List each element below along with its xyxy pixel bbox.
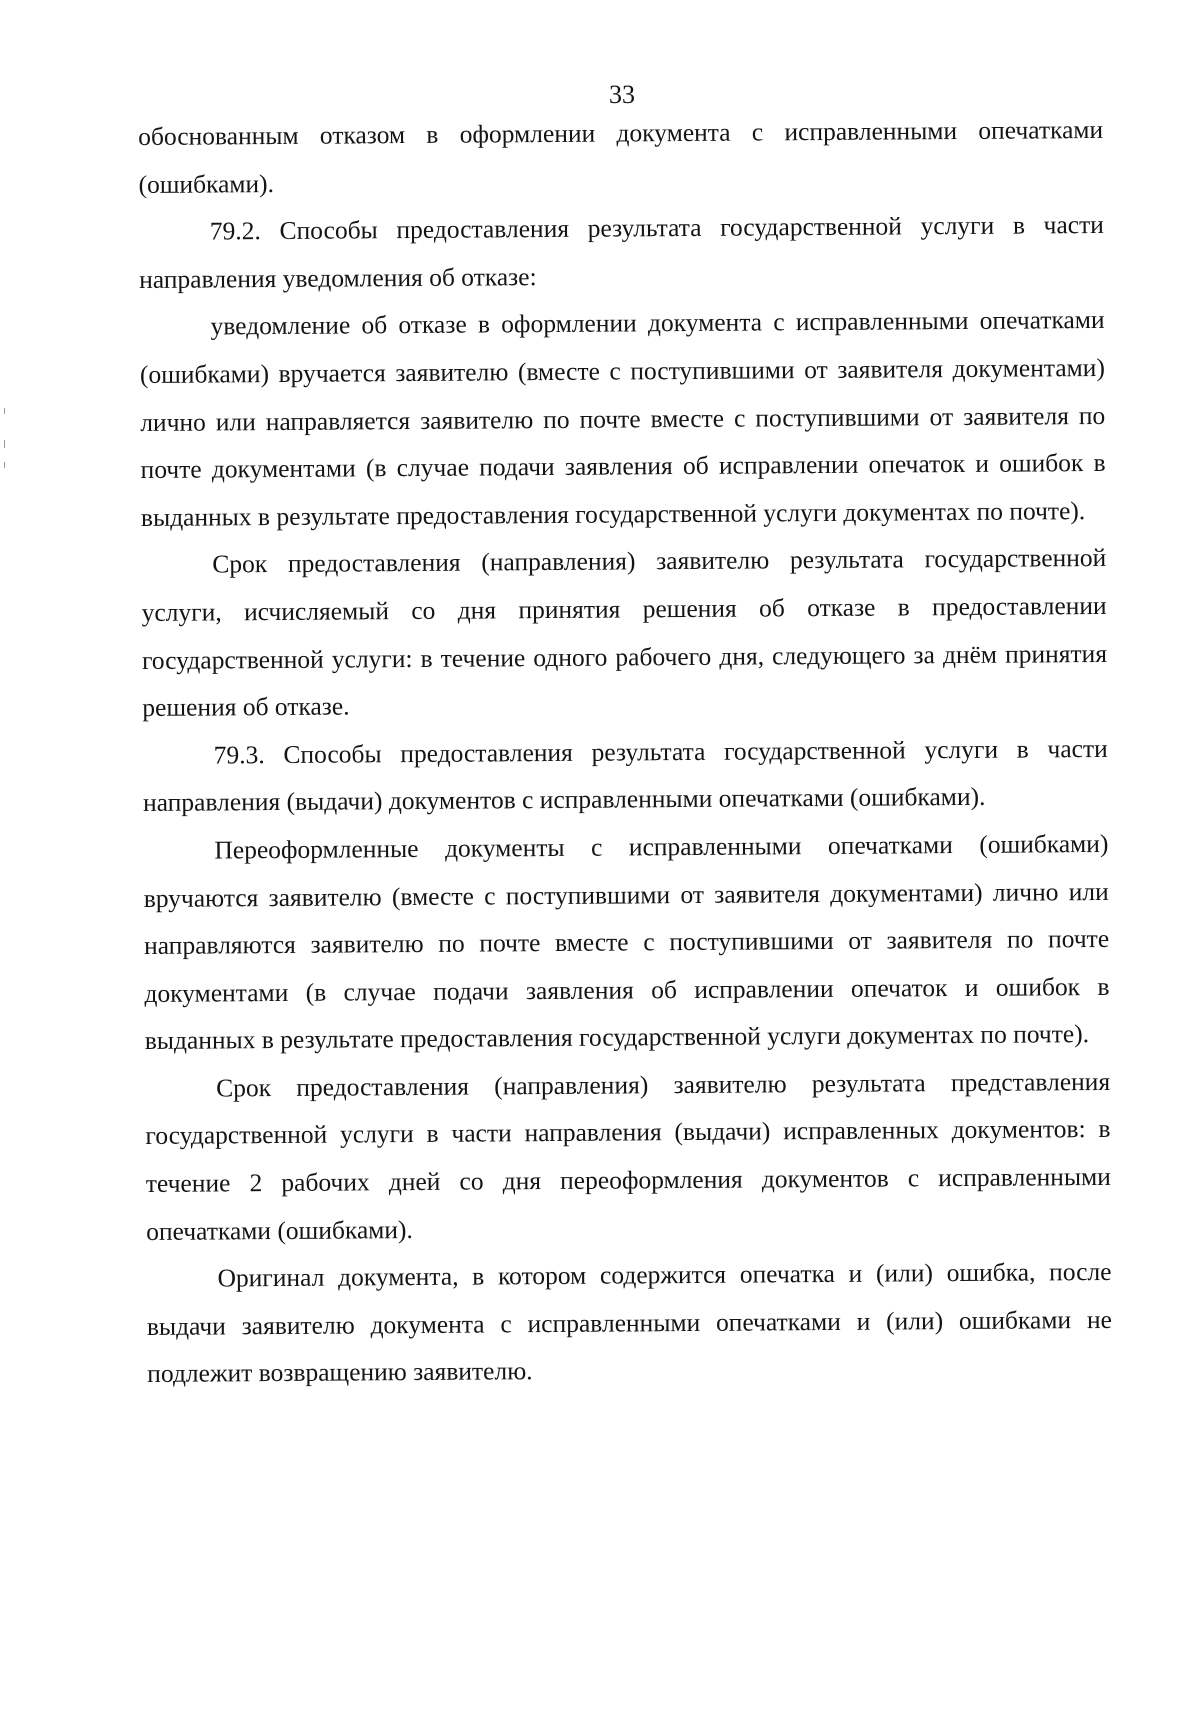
paragraph-reissue-deadline: Срок предоставления (направления) заявителю результата представления государственной услуги в части направления (выдачи) исправленных документов: в течение 2 рабочих дней со дня переоформления документов с исправленными опечатками (ошибками). <box>145 1066 1111 1246</box>
scan-mark <box>4 440 5 448</box>
scan-mark <box>4 408 5 414</box>
paragraph-refusal-notice: уведомление об отказе в оформлении документа с исправленными опечатками (ошибками) вручается заявителю (вместе с поступившими от заявителя документами) лично или направляется заявителю по почте вместе с поступившими от заявителя по почте документами (в случае подачи заявления об исправлении опечаток и ошибок в выданных в результате предоставления государственной услуги документах по почте). <box>139 305 1106 532</box>
paragraph-reissued-documents: Переоформленные документы с исправленными опечатками (ошибками) вручаются заявителю (вместе с поступившими от заявителя документами) лично или направляются заявителю по почте вместе с поступившими от заявителя по почте документами (в случае подачи заявления об исправлении опечаток и ошибок в выданных в результате предоставления государственной услуги документах по почте). <box>143 828 1110 1056</box>
paragraph-original-document: Оригинал документа, в котором содержится опечатка и (или) ошибка, после выдачи заявителю документа с исправленными опечатками и (или) ошибками не подлежит возвращению заявителю. <box>146 1257 1112 1389</box>
paragraph-continuation: обоснованным отказом в оформлении документа с исправленными опечатками (ошибками). <box>138 114 1104 199</box>
paragraph-79-3: 79.3. Способы предоставления результата государственной услуги в части направления (выдачи) документов с исправленными опечатками (ошибками). <box>142 733 1108 818</box>
document-body <box>138 106 1112 1398</box>
paragraph-79-2: 79.2. Способы предоставления результата государственной услуги в части направления уведомления об отказе: <box>139 210 1104 294</box>
paragraph-refusal-deadline: Срок предоставления (направления) заявителю результата государственной услуги, исчисляемый со дня принятия решения об отказе в предоставлении государственной услуги: в течение одного рабочего дня, следующего за днём принятия решения об отказе. <box>141 543 1108 723</box>
page-number: 33 <box>609 80 635 109</box>
scan-mark <box>4 462 5 468</box>
